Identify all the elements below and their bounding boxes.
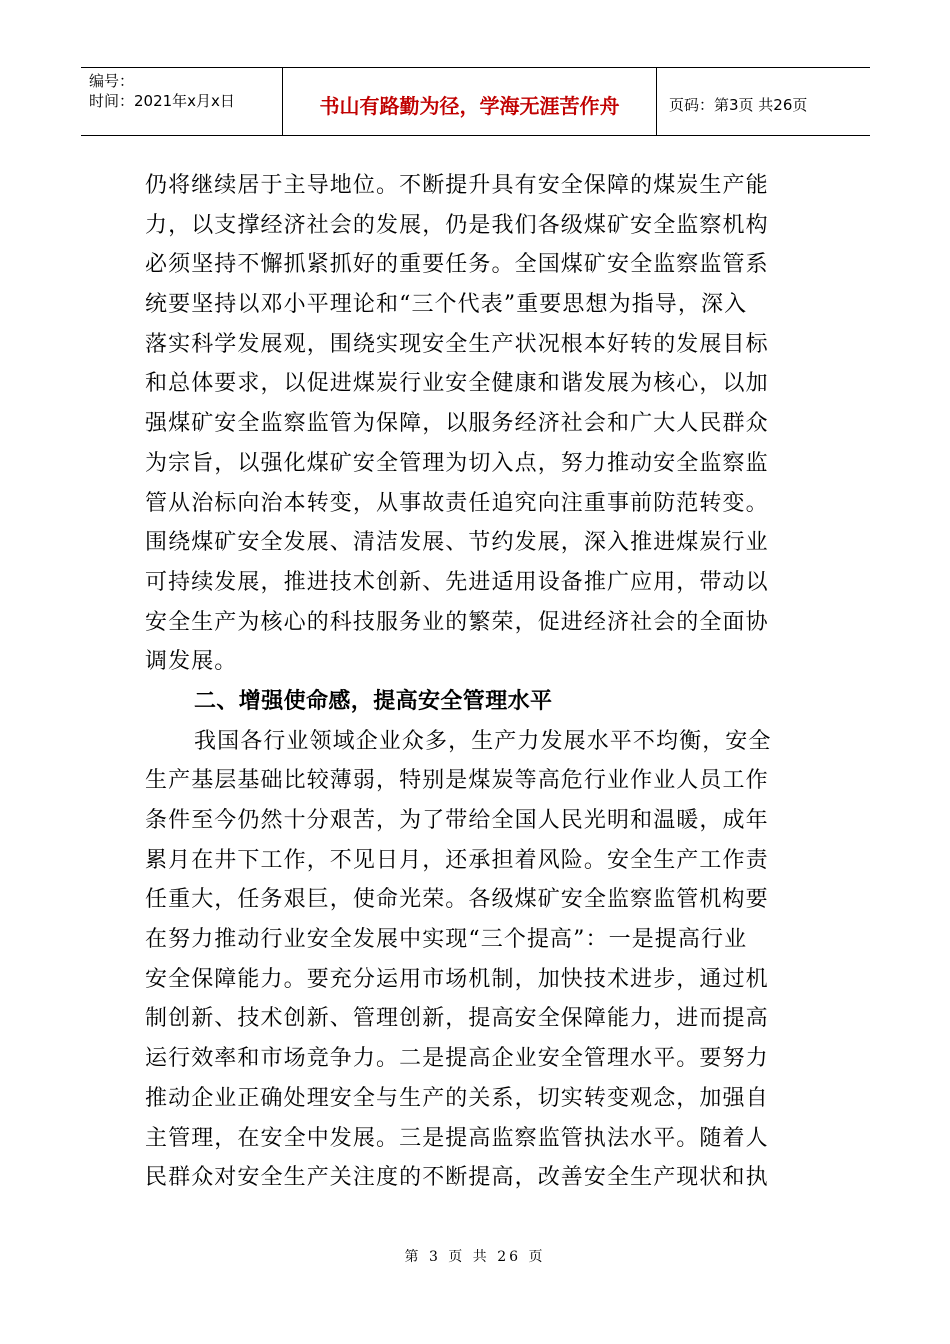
header-table [81, 67, 870, 136]
body-line: 可持续发展，推进技术创新、先进适用设备推广应用，带动以 [145, 569, 769, 595]
body-line: 和总体要求，以促进煤炭行业安全健康和谐发展为核心，以加 [145, 371, 769, 397]
document-time-label: 时间：2021年x月x日 [89, 92, 235, 110]
body-line: 管从治标向治本转变，从事故责任追究向注重事前防范转变。 [145, 490, 769, 516]
body-line: 统要坚持以邓小平理论和“三个代表”重要思想为指导，深入 [145, 292, 748, 318]
body-line: 制创新、技术创新、管理创新，提高安全保障能力，进而提高 [145, 1006, 769, 1032]
body-line: 主管理，在安全中发展。三是提高监察监管执法水平。随着人 [145, 1125, 769, 1151]
header-motto: 书山有路勤为径，学海无涯苦作舟 [283, 68, 657, 135]
document-body [145, 166, 805, 1198]
body-line: 推动企业正确处理安全与生产的关系，切实转变观念，加强自 [145, 1085, 769, 1111]
body-line: 任重大，任务艰巨，使命光荣。各级煤矿安全监察监管机构要 [145, 887, 769, 913]
body-line: 累月在井下工作，不见日月，还承担着风险。安全生产工作责 [145, 847, 769, 873]
body-line: 安全保障能力。要充分运用市场机制，加快技术进步，通过机 [145, 966, 769, 992]
header-meta-cell [81, 68, 283, 135]
body-line: 落实科学发展观，围绕实现安全生产状况根本好转的发展目标 [145, 331, 769, 357]
body-line: 安全生产为核心的科技服务业的繁荣，促进经济社会的全面协 [145, 609, 769, 635]
body-line: 民群众对安全生产关注度的不断提高，改善安全生产现状和执 [145, 1165, 769, 1191]
document-number-label: 编号： [89, 72, 135, 90]
body-line: 必须坚持不懈抓紧抓好的重要任务。全国煤矿安全监察监管系 [145, 252, 769, 278]
body-line: 力，以支撑经济社会的发展，仍是我们各级煤矿安全监察机构 [145, 212, 769, 238]
section-heading: 二、增强使命感，提高安全管理水平 [194, 688, 553, 714]
body-line: 条件至今仍然十分艰苦，为了带给全国人民光明和温暖，成年 [145, 808, 769, 833]
body-line: 运行效率和市场竞争力。二是提高企业安全管理水平。要努力 [145, 1046, 769, 1072]
body-line: 强煤矿安全监察监管为保障，以服务经济社会和广大人民群众 [145, 411, 769, 437]
body-line: 我国各行业领域企业众多，生产力发展水平不均衡，安全 [194, 728, 772, 754]
body-line: 为宗旨，以强化煤矿安全管理为切入点，努力推动安全监察监 [145, 450, 769, 476]
body-line: 在努力推动行业安全发展中实现“三个提高”：一是提高行业 [145, 927, 748, 953]
body-line: 调发展。 [145, 649, 238, 675]
page-footer: 第 3 页 共 26 页 [404, 1249, 546, 1265]
body-line: 围绕煤矿安全发展、清洁发展、节约发展，深入推进煤炭行业 [145, 530, 769, 556]
header-page-info: 页码：第3页 共26页 [669, 96, 808, 114]
body-line: 仍将继续居于主导地位。不断提升具有安全保障的煤炭生产能 [145, 173, 769, 198]
body-line: 生产基层基础比较薄弱，特别是煤炭等高危行业作业人员工作 [145, 768, 769, 794]
